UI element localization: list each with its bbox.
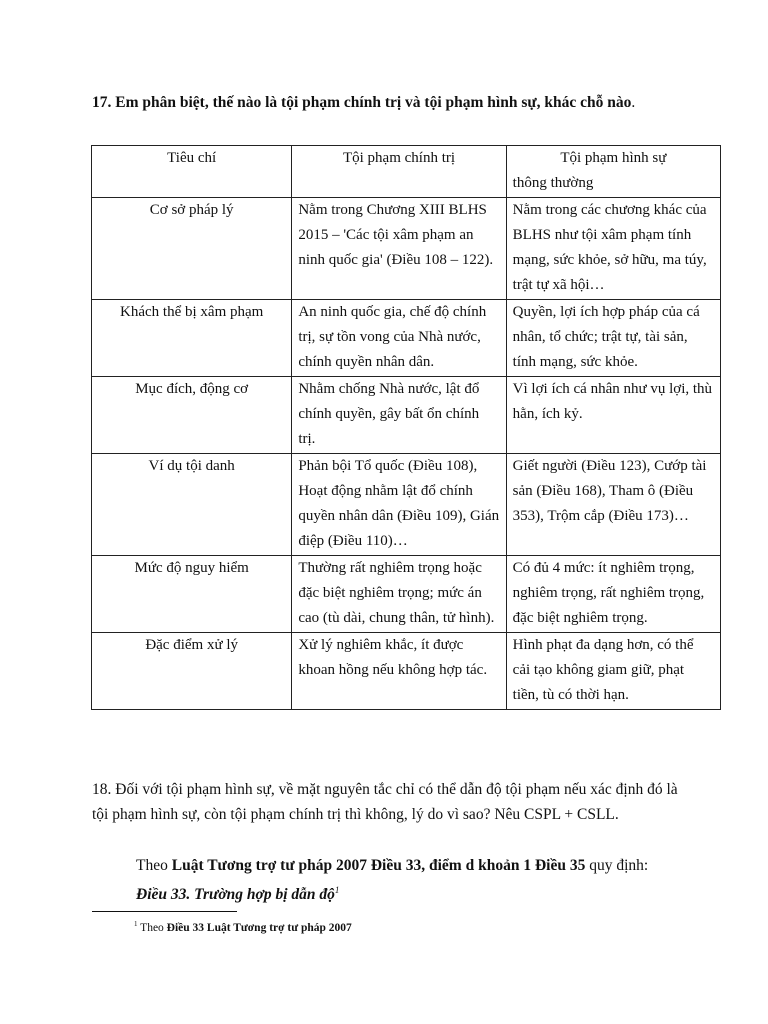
row-political-crime: Thường rất nghiêm trọng hoặc đặc biệt nghiêm trọng; mức án cao (tù dài, chung thân, tử hình). [292, 556, 506, 633]
table-header-row [92, 146, 721, 198]
row-criterion: Cơ sở pháp lý [92, 198, 292, 300]
header-criminal-line1: Tội phạm hình sự [560, 150, 667, 166]
row-criterion: Mục đích, động cơ [92, 377, 292, 454]
header-criterion: Tiêu chí [92, 146, 292, 198]
row-criminal-offense: Quyền, lợi ích hợp pháp của cá nhân, tổ chức; trật tự, tài sản, tính mạng, sức khỏe. [506, 300, 720, 377]
row-criminal-offense: Giết người (Điều 123), Cướp tài sản (Điều 168), Tham ô (Điều 353), Trộm cắp (Điều 173)… [506, 454, 720, 556]
legal-basis-law: Luật Tương trợ tư pháp 2007 Điều 33, điểm d khoản 1 Điều 35 [171, 857, 586, 874]
legal-basis-prefix: Theo [136, 857, 172, 874]
row-criterion: Ví dụ tội danh [92, 454, 292, 556]
question-18: 18. Đối với tội phạm hình sự, về mặt nguyên tắc chỉ có thể dẫn độ tội phạm nếu xác định đó là tội phạm hình sự, còn tội phạm chính trị thì không, lý do vì sao? Nêu CSPL + CSLL. [92, 781, 678, 823]
footnote-number: 1 [134, 920, 138, 928]
row-political-crime: Nhằm chống Nhà nước, lật đổ chính quyền, gây bất ổn chính trị. [292, 377, 506, 454]
row-criterion: Đặc điểm xử lý [92, 633, 292, 710]
article-title [136, 878, 339, 907]
question-17-text: 17. Em phân biệt, thế nào là tội phạm chính trị và tội phạm hình sự, khác chỗ nào [92, 94, 632, 111]
footnote-divider [92, 911, 237, 912]
footnote-source: Điều 33 Luật Tương trợ tư pháp 2007 [166, 921, 352, 934]
row-political-crime: Nằm trong Chương XIII BLHS 2015 – 'Các tội xâm phạm an ninh quốc gia' (Điều 108 – 122). [292, 198, 506, 300]
table-row [92, 300, 721, 377]
row-criminal-offense: Vì lợi ích cá nhân như vụ lợi, thù hằn, ích kỷ. [506, 377, 720, 454]
row-criminal-offense: Nằm trong các chương khác của BLHS như tội xâm phạm tính mạng, sức khỏe, sở hữu, ma túy, trật tự xã hội… [506, 198, 720, 300]
row-political-crime: Xử lý nghiêm khắc, ít được khoan hồng nếu không hợp tác. [292, 633, 506, 710]
question-17-period: . [631, 94, 636, 111]
row-criterion: Mức độ nguy hiểm [92, 556, 292, 633]
row-political-crime: Phản bội Tổ quốc (Điều 108), Hoạt động nhằm lật đổ chính quyền nhân dân (Điều 109), Gián điệp (Điều 110)… [292, 454, 506, 556]
row-political-crime: An ninh quốc gia, chế độ chính trị, sự tồn vong của Nhà nước, chính quyền nhân dân. [292, 300, 506, 377]
table-row [92, 454, 721, 556]
table-row [92, 198, 721, 300]
footnote-ref[interactable]: 1 [334, 885, 340, 895]
question-17 [92, 93, 635, 113]
header-criminal-offense [506, 146, 720, 198]
row-criterion: Khách thể bị xâm phạm [92, 300, 292, 377]
comparison-table [91, 145, 721, 710]
legal-basis-line [136, 853, 648, 878]
table-row [92, 633, 721, 710]
footnote-prefix: Theo [137, 921, 167, 934]
row-criminal-offense: Có đủ 4 mức: ít nghiêm trọng, nghiêm trọng, rất nghiêm trọng, đặc biệt nghiêm trọng. [506, 556, 720, 633]
legal-basis-suffix: quy định: [585, 857, 649, 874]
table-row [92, 556, 721, 633]
article-title-text: Điều 33. Trường hợp bị dẫn độ [136, 886, 335, 904]
header-criminal-line2: thông thường [512, 175, 594, 191]
table-row [92, 377, 721, 454]
footnote [134, 916, 352, 936]
row-criminal-offense: Hình phạt đa dạng hơn, có thể cải tạo không giam giữ, phạt tiền, tù có thời hạn. [506, 633, 720, 710]
header-political-crime: Tội phạm chính trị [292, 146, 506, 198]
